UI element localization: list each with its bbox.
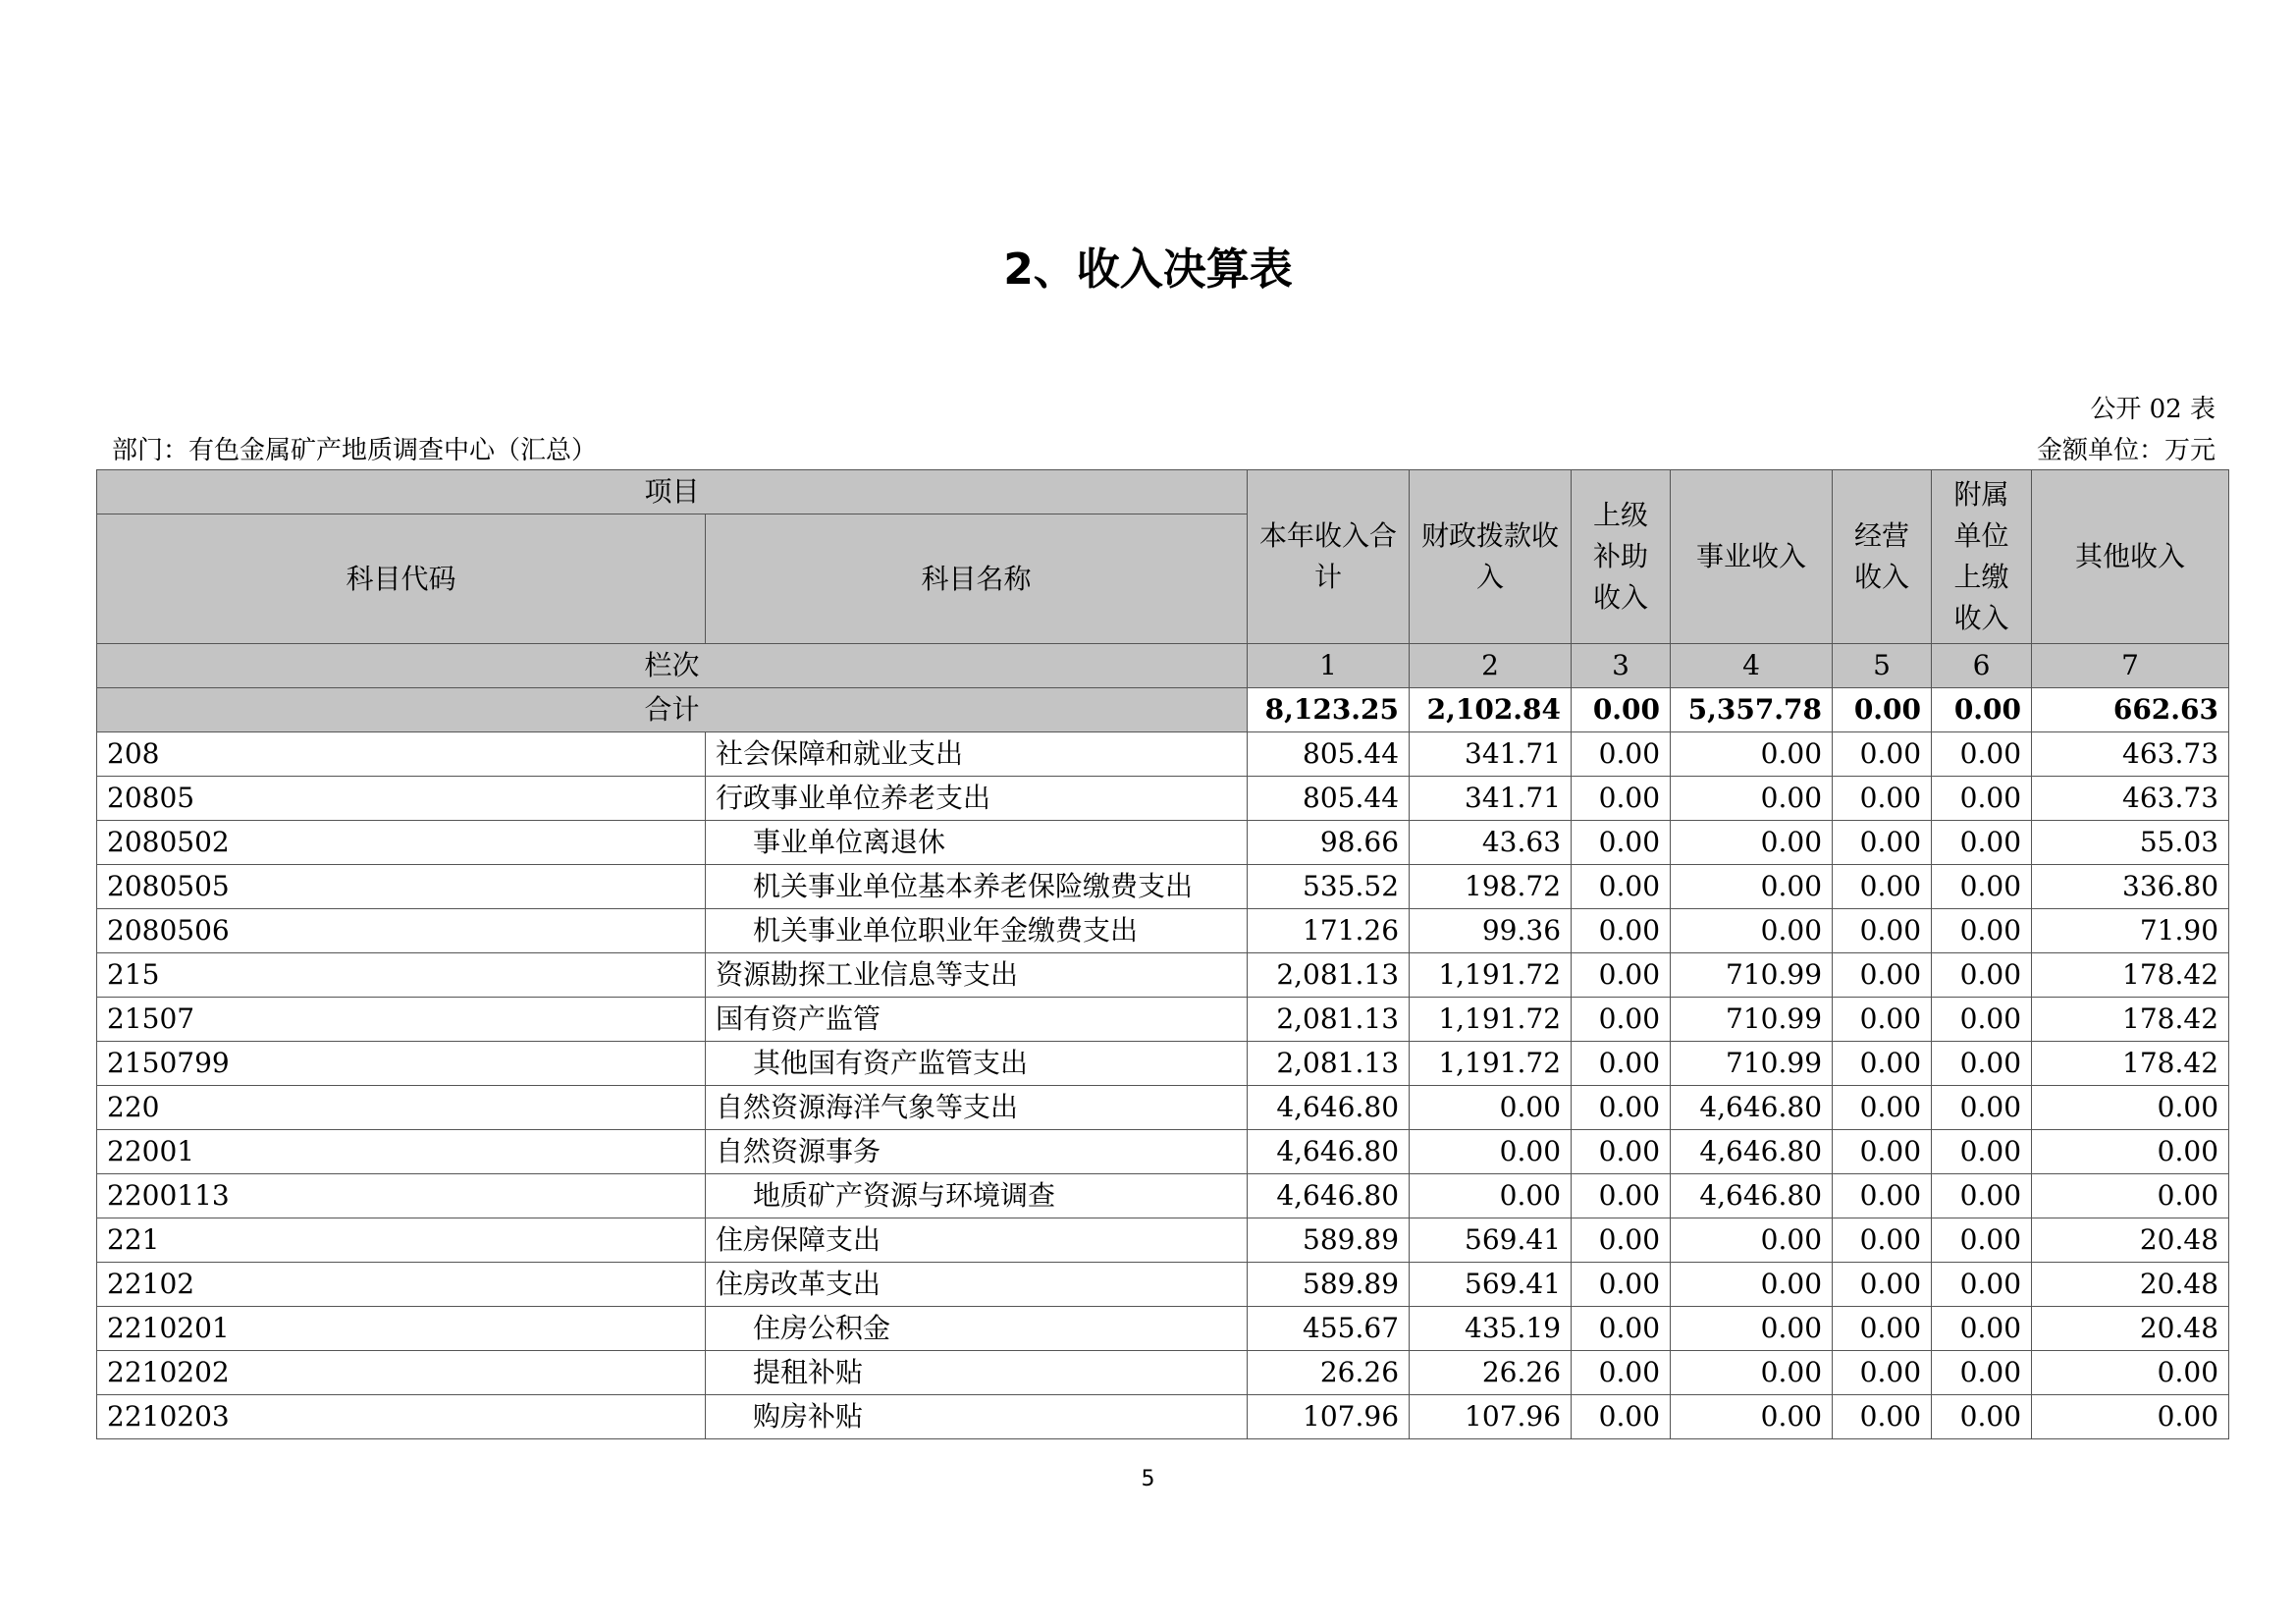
- amount-cell: 0.00: [1671, 732, 1833, 777]
- amount-cell: 0.00: [1932, 1351, 2032, 1395]
- amount-cell: 710.99: [1671, 998, 1833, 1042]
- amount-cell: 0.00: [1572, 1130, 1671, 1174]
- table-row: [97, 1218, 2229, 1263]
- table-row: [97, 998, 2229, 1042]
- amount-cell: 463.73: [2032, 732, 2229, 777]
- amount-cell: 1,191.72: [1410, 1042, 1572, 1086]
- subject-code: 2080502: [97, 821, 706, 865]
- subject-name: 自然资源海洋气象等支出: [706, 1086, 1248, 1130]
- total-value: 5,357.78: [1671, 688, 1833, 732]
- amount-cell: 71.90: [2032, 909, 2229, 953]
- amount-cell: 0.00: [1572, 865, 1671, 909]
- subject-name: 自然资源事务: [706, 1130, 1248, 1174]
- header-row-1: [97, 470, 2229, 514]
- subject-code: 20805: [97, 777, 706, 821]
- index-cell: 3: [1572, 644, 1671, 688]
- header-col7: 其他收入: [2032, 470, 2229, 644]
- amount-cell: 2,081.13: [1248, 953, 1410, 998]
- amount-cell: 171.26: [1248, 909, 1410, 953]
- header-col2: 财政拨款收入: [1410, 470, 1572, 644]
- form-number: 公开 02 表: [2090, 395, 2216, 424]
- subject-name: 机关事业单位基本养老保险缴费支出: [706, 865, 1248, 909]
- amount-cell: 0.00: [1572, 1042, 1671, 1086]
- amount-cell: 0.00: [1833, 909, 1932, 953]
- amount-cell: 341.71: [1410, 777, 1572, 821]
- subject-name: 资源勘探工业信息等支出: [706, 953, 1248, 998]
- amount-cell: 43.63: [1410, 821, 1572, 865]
- amount-cell: 0.00: [1932, 1307, 2032, 1351]
- amount-cell: 0.00: [1833, 1218, 1932, 1263]
- amount-cell: 20.48: [2032, 1307, 2229, 1351]
- amount-cell: 198.72: [1410, 865, 1572, 909]
- subject-code: 208: [97, 732, 706, 777]
- page-number: 5: [1141, 1467, 1155, 1491]
- subject-code: 2080506: [97, 909, 706, 953]
- table-row: [97, 732, 2229, 777]
- index-cell: 7: [2032, 644, 2229, 688]
- amount-cell: 0.00: [1833, 1174, 1932, 1218]
- subject-code: 220: [97, 1086, 706, 1130]
- subject-code: 22001: [97, 1130, 706, 1174]
- header-col5: 经营收入: [1833, 470, 1932, 644]
- amount-cell: 0.00: [1671, 821, 1833, 865]
- amount-cell: 4,646.80: [1248, 1086, 1410, 1130]
- subject-code: 2150799: [97, 1042, 706, 1086]
- amount-cell: 341.71: [1410, 732, 1572, 777]
- amount-cell: 178.42: [2032, 998, 2229, 1042]
- amount-cell: 0.00: [1833, 732, 1932, 777]
- subject-name: 国有资产监管: [706, 998, 1248, 1042]
- amount-cell: 0.00: [1833, 1351, 1932, 1395]
- amount-cell: 0.00: [1833, 1395, 1932, 1439]
- amount-cell: 55.03: [2032, 821, 2229, 865]
- header-code: 科目代码: [97, 514, 706, 644]
- amount-cell: 0.00: [1932, 998, 2032, 1042]
- amount-cell: 0.00: [1671, 909, 1833, 953]
- amount-cell: 589.89: [1248, 1218, 1410, 1263]
- amount-cell: 0.00: [1932, 1174, 2032, 1218]
- amount-cell: 4,646.80: [1248, 1174, 1410, 1218]
- table-row: [97, 1042, 2229, 1086]
- subject-name: 住房公积金: [706, 1307, 1248, 1351]
- amount-cell: 0.00: [1833, 1130, 1932, 1174]
- subject-code: 22102: [97, 1263, 706, 1307]
- amount-cell: 0.00: [1572, 732, 1671, 777]
- amount-cell: 0.00: [1410, 1130, 1572, 1174]
- amount-cell: 0.00: [1833, 1042, 1932, 1086]
- subject-code: 2210202: [97, 1351, 706, 1395]
- total-value: 0.00: [1572, 688, 1671, 732]
- amount-cell: 0.00: [1410, 1174, 1572, 1218]
- amount-cell: 99.36: [1410, 909, 1572, 953]
- subject-code: 2080505: [97, 865, 706, 909]
- amount-cell: 589.89: [1248, 1263, 1410, 1307]
- amount-cell: 0.00: [1671, 1218, 1833, 1263]
- amount-cell: 0.00: [1572, 777, 1671, 821]
- amount-cell: 2,081.13: [1248, 998, 1410, 1042]
- amount-cell: 0.00: [1932, 1086, 2032, 1130]
- amount-cell: 0.00: [1932, 1263, 2032, 1307]
- amount-cell: 0.00: [1833, 1307, 1932, 1351]
- table-row: [97, 909, 2229, 953]
- table-row: [97, 1263, 2229, 1307]
- amount-cell: 0.00: [1932, 1395, 2032, 1439]
- amount-cell: 4,646.80: [1671, 1174, 1833, 1218]
- subject-name: 提租补贴: [706, 1351, 1248, 1395]
- amount-cell: 0.00: [2032, 1086, 2229, 1130]
- amount-cell: 0.00: [2032, 1351, 2229, 1395]
- table-row: [97, 1395, 2229, 1439]
- amount-cell: 178.42: [2032, 1042, 2229, 1086]
- index-cell: 5: [1833, 644, 1932, 688]
- amount-cell: 0.00: [1572, 909, 1671, 953]
- amount-cell: 0.00: [1671, 1307, 1833, 1351]
- amount-cell: 0.00: [1833, 1263, 1932, 1307]
- total-value: 2,102.84: [1410, 688, 1572, 732]
- amount-cell: 0.00: [1671, 1263, 1833, 1307]
- amount-cell: 4,646.80: [1671, 1130, 1833, 1174]
- page-title: 2、收入决算表: [1003, 244, 1293, 295]
- amount-cell: 1,191.72: [1410, 953, 1572, 998]
- total-value: 8,123.25: [1248, 688, 1410, 732]
- subject-code: 2210201: [97, 1307, 706, 1351]
- header-col3: 上级补助收入: [1572, 470, 1671, 644]
- header-project: 项目: [97, 470, 1248, 514]
- amount-cell: 98.66: [1248, 821, 1410, 865]
- total-value: 0.00: [1833, 688, 1932, 732]
- amount-unit-label: 金额单位：万元: [2036, 436, 2216, 465]
- header-col1: 本年收入合计: [1248, 470, 1410, 644]
- amount-cell: 0.00: [1932, 821, 2032, 865]
- header-row-index: 栏次: [97, 644, 1248, 688]
- table-row: [97, 1307, 2229, 1351]
- amount-cell: 4,646.80: [1671, 1086, 1833, 1130]
- amount-cell: 0.00: [1572, 1174, 1671, 1218]
- amount-cell: 0.00: [1833, 998, 1932, 1042]
- subject-name: 购房补贴: [706, 1395, 1248, 1439]
- amount-cell: 710.99: [1671, 1042, 1833, 1086]
- amount-cell: 455.67: [1248, 1307, 1410, 1351]
- amount-cell: 20.48: [2032, 1218, 2229, 1263]
- amount-cell: 463.73: [2032, 777, 2229, 821]
- amount-cell: 0.00: [2032, 1395, 2229, 1439]
- table-row: [97, 953, 2229, 998]
- amount-cell: 107.96: [1410, 1395, 1572, 1439]
- amount-cell: 0.00: [1932, 865, 2032, 909]
- amount-cell: 0.00: [1572, 1218, 1671, 1263]
- amount-cell: 0.00: [1671, 777, 1833, 821]
- header-col6: 附属单位上缴收入: [1932, 470, 2032, 644]
- amount-cell: 805.44: [1248, 777, 1410, 821]
- table-row: [97, 865, 2229, 909]
- total-value: 0.00: [1932, 688, 2032, 732]
- amount-cell: 535.52: [1248, 865, 1410, 909]
- amount-cell: 805.44: [1248, 732, 1410, 777]
- amount-cell: 0.00: [1572, 998, 1671, 1042]
- subject-name: 其他国有资产监管支出: [706, 1042, 1248, 1086]
- subject-code: 221: [97, 1218, 706, 1263]
- amount-cell: 0.00: [1932, 909, 2032, 953]
- subject-name: 机关事业单位职业年金缴费支出: [706, 909, 1248, 953]
- header-index-row: [97, 644, 2229, 688]
- table-row: [97, 1174, 2229, 1218]
- amount-cell: 0.00: [1932, 1218, 2032, 1263]
- header-col4: 事业收入: [1671, 470, 1833, 644]
- index-cell: 4: [1671, 644, 1833, 688]
- amount-cell: 0.00: [1671, 865, 1833, 909]
- amount-cell: 0.00: [2032, 1130, 2229, 1174]
- amount-cell: 0.00: [1833, 821, 1932, 865]
- amount-cell: 710.99: [1671, 953, 1833, 998]
- table-row: [97, 821, 2229, 865]
- amount-cell: 0.00: [2032, 1174, 2229, 1218]
- amount-cell: 26.26: [1410, 1351, 1572, 1395]
- amount-cell: 0.00: [1572, 1263, 1671, 1307]
- amount-cell: 26.26: [1248, 1351, 1410, 1395]
- total-label: 合计: [97, 688, 1248, 732]
- amount-cell: 2,081.13: [1248, 1042, 1410, 1086]
- index-cell: 2: [1410, 644, 1572, 688]
- table-row: [97, 777, 2229, 821]
- subject-name: 住房改革支出: [706, 1263, 1248, 1307]
- amount-cell: 20.48: [2032, 1263, 2229, 1307]
- amount-cell: 107.96: [1248, 1395, 1410, 1439]
- subject-code: 2200113: [97, 1174, 706, 1218]
- amount-cell: 0.00: [1833, 1086, 1932, 1130]
- subject-code: 2210203: [97, 1395, 706, 1439]
- amount-cell: 0.00: [1410, 1086, 1572, 1130]
- amount-cell: 0.00: [1572, 1086, 1671, 1130]
- amount-cell: 0.00: [1932, 732, 2032, 777]
- department-label: 部门：有色金属矿产地质调查中心（汇总）: [112, 436, 598, 465]
- subject-code: 21507: [97, 998, 706, 1042]
- amount-cell: 1,191.72: [1410, 998, 1572, 1042]
- subject-name: 事业单位离退休: [706, 821, 1248, 865]
- amount-cell: 178.42: [2032, 953, 2229, 998]
- amount-cell: 0.00: [1671, 1395, 1833, 1439]
- table-row: [97, 1130, 2229, 1174]
- amount-cell: 569.41: [1410, 1263, 1572, 1307]
- subject-code: 215: [97, 953, 706, 998]
- table-row: [97, 1086, 2229, 1130]
- subject-name: 行政事业单位养老支出: [706, 777, 1248, 821]
- amount-cell: 0.00: [1572, 821, 1671, 865]
- amount-cell: 0.00: [1932, 953, 2032, 998]
- table-row: [97, 1351, 2229, 1395]
- amount-cell: 0.00: [1932, 1130, 2032, 1174]
- index-cell: 6: [1932, 644, 2032, 688]
- amount-cell: 0.00: [1572, 953, 1671, 998]
- amount-cell: 0.00: [1932, 777, 2032, 821]
- amount-cell: 0.00: [1833, 777, 1932, 821]
- amount-cell: 569.41: [1410, 1218, 1572, 1263]
- amount-cell: 336.80: [2032, 865, 2229, 909]
- amount-cell: 435.19: [1410, 1307, 1572, 1351]
- subject-name: 社会保障和就业支出: [706, 732, 1248, 777]
- amount-cell: 0.00: [1833, 953, 1932, 998]
- total-row: [97, 688, 2229, 732]
- index-cell: 1: [1248, 644, 1410, 688]
- amount-cell: 0.00: [1932, 1042, 2032, 1086]
- amount-cell: 0.00: [1671, 1351, 1833, 1395]
- amount-cell: 4,646.80: [1248, 1130, 1410, 1174]
- amount-cell: 0.00: [1833, 865, 1932, 909]
- header-name: 科目名称: [706, 514, 1248, 644]
- amount-cell: 0.00: [1572, 1395, 1671, 1439]
- subject-name: 地质矿产资源与环境调查: [706, 1174, 1248, 1218]
- total-value: 662.63: [2032, 688, 2229, 732]
- subject-name: 住房保障支出: [706, 1218, 1248, 1263]
- table-body: [97, 470, 2229, 1439]
- amount-cell: 0.00: [1572, 1307, 1671, 1351]
- amount-cell: 0.00: [1572, 1351, 1671, 1395]
- income-table: [96, 469, 2229, 1439]
